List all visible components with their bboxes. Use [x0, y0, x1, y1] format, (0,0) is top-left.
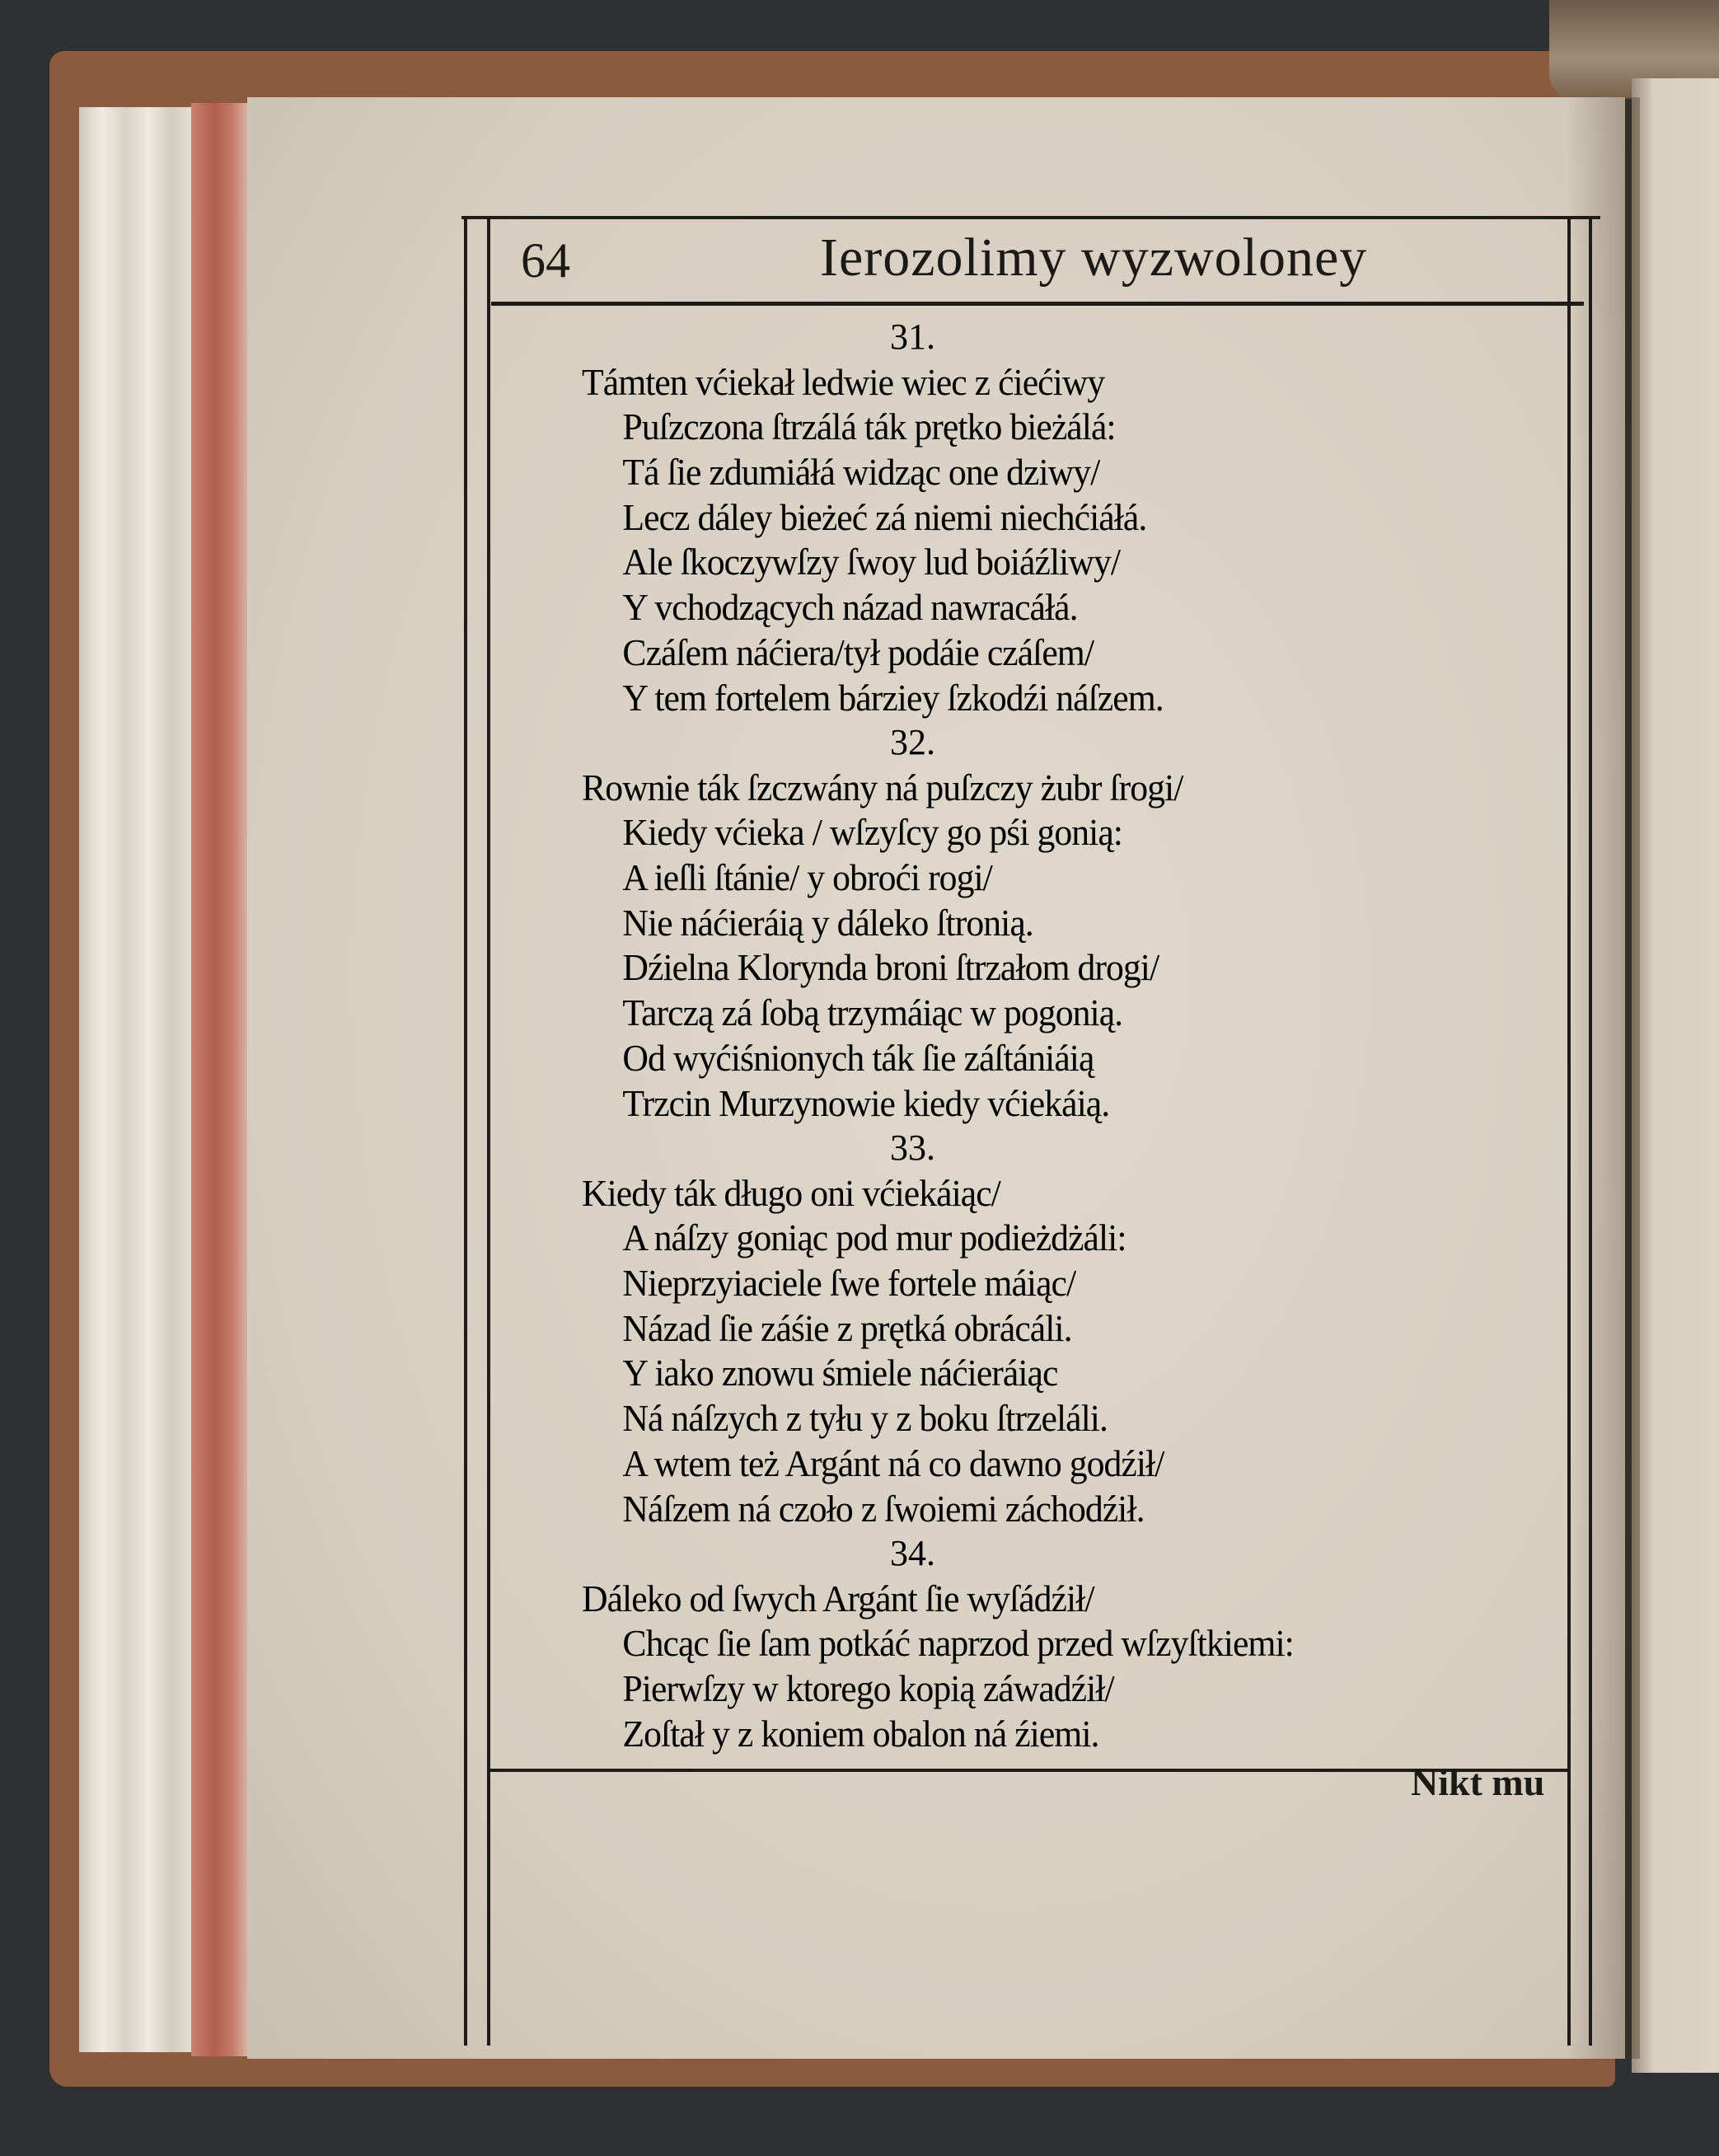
- stanza-31: [582, 315, 1194, 720]
- verse-line: Y iako znowu śmiele náćieráiąc: [622, 1352, 1058, 1394]
- stanza-33: [582, 1126, 1195, 1531]
- header-rule: [491, 302, 1584, 306]
- verse-line: Támten vćiekał ledwie wiec z ćiećiwy: [582, 360, 1105, 403]
- catchword: Nikt mu: [1411, 1761, 1545, 1803]
- verse-line: A ieſli ſtánie/ y obroći rogi/: [622, 856, 992, 899]
- frame-left-outer: [464, 218, 467, 2046]
- stanza-number: 32.: [890, 722, 935, 762]
- stanza-number: 34.: [890, 1533, 935, 1573]
- stanza-32: [582, 720, 1215, 1126]
- facing-page-edge: [1632, 78, 1719, 2073]
- verse-line: Kiedy ták długo oni vćiekáiąc/: [582, 1171, 1000, 1214]
- verse-line: A náſzy goniąc pod mur podieżdżáli:: [622, 1216, 1126, 1259]
- frame-left-inner: [487, 218, 490, 2046]
- verse-line: Dáleko od ſwych Argánt ſie wyſádźił/: [582, 1577, 1094, 1619]
- verse-line: Nieprzyiaciele ſwe fortele máiąc/: [622, 1262, 1076, 1305]
- verse-line: Náſzem ná czoło z ſwoiemi záchodźił.: [622, 1487, 1145, 1530]
- red-page-edge: [191, 103, 249, 2056]
- verse-line: Lecz dáley bieżeć zá niemi niechćiáłá.: [622, 495, 1147, 538]
- verse-line: Czáſem náćiera/tył podáie czáſem/: [622, 630, 1094, 673]
- verse-line: Y tem fortelem bárziey ſzkodźi náſzem.: [622, 676, 1164, 719]
- verse-line: Pierwſzy w ktorego kopią záwadźił/: [622, 1667, 1114, 1710]
- stanza-number: 33.: [890, 1127, 935, 1168]
- verse-line: Trzcin Murzynowie kiedy vćiekáią.: [622, 1081, 1110, 1124]
- frame-right-outer: [1589, 218, 1592, 2046]
- verse-line: Puſzczona ſtrzálá ták prętko bieżálá:: [622, 405, 1116, 448]
- page-block-edges: [79, 107, 194, 2052]
- running-title: Ierozolimy wyzwoloney: [820, 227, 1368, 288]
- stanza-number: 31.: [890, 316, 935, 357]
- verse-line: Nie náćieráią y dáleko ſtronią.: [622, 901, 1033, 944]
- verse-line: Od wyćiśnionych ták ſie záſtániáią: [622, 1036, 1094, 1079]
- gutter-shadow: [1566, 97, 1640, 2059]
- verse-line: A wtem też Argánt ná co dawno godźił/: [622, 1441, 1164, 1484]
- verse-line: Chcąc ſie ſam potkáć naprzod przed wſzyſtkiemi:: [622, 1622, 1294, 1665]
- frame-top-rule: [461, 216, 1600, 219]
- verse-line: Kiedy vćieka / wſzyſcy go pśi gonią:: [622, 811, 1122, 854]
- verse-line: Rownie ták ſzczwány ná puſzczy żubr ſrogi/: [582, 766, 1183, 808]
- page-number: 64: [521, 233, 570, 288]
- stanza-34: [582, 1531, 1331, 1756]
- frame-right-inner: [1567, 218, 1571, 2046]
- verse-line: Dźielna Klorynda broni ſtrzałom drogi/: [622, 946, 1159, 989]
- verse-line: Ná náſzych z tyłu y z boku ſtrzeláli.: [622, 1397, 1108, 1440]
- bottom-rule: [488, 1769, 1568, 1772]
- verse-line: Tá ſie zdumiáłá widząc one dziwy/: [622, 451, 1100, 494]
- verse-line: Ale ſkoczywſzy ſwoy lud boiáźliwy/: [622, 541, 1121, 584]
- verse-line: Názad ſie záśie z prętká obrácáli.: [622, 1306, 1072, 1349]
- verse-line: Zoſtał y z koniem obalon ná źiemi.: [622, 1712, 1099, 1755]
- verse-line: Y vchodzących názad nawracáłá.: [622, 586, 1078, 629]
- verse-line: Tarczą zá ſobą trzymáiąc w pogonią.: [622, 991, 1123, 1034]
